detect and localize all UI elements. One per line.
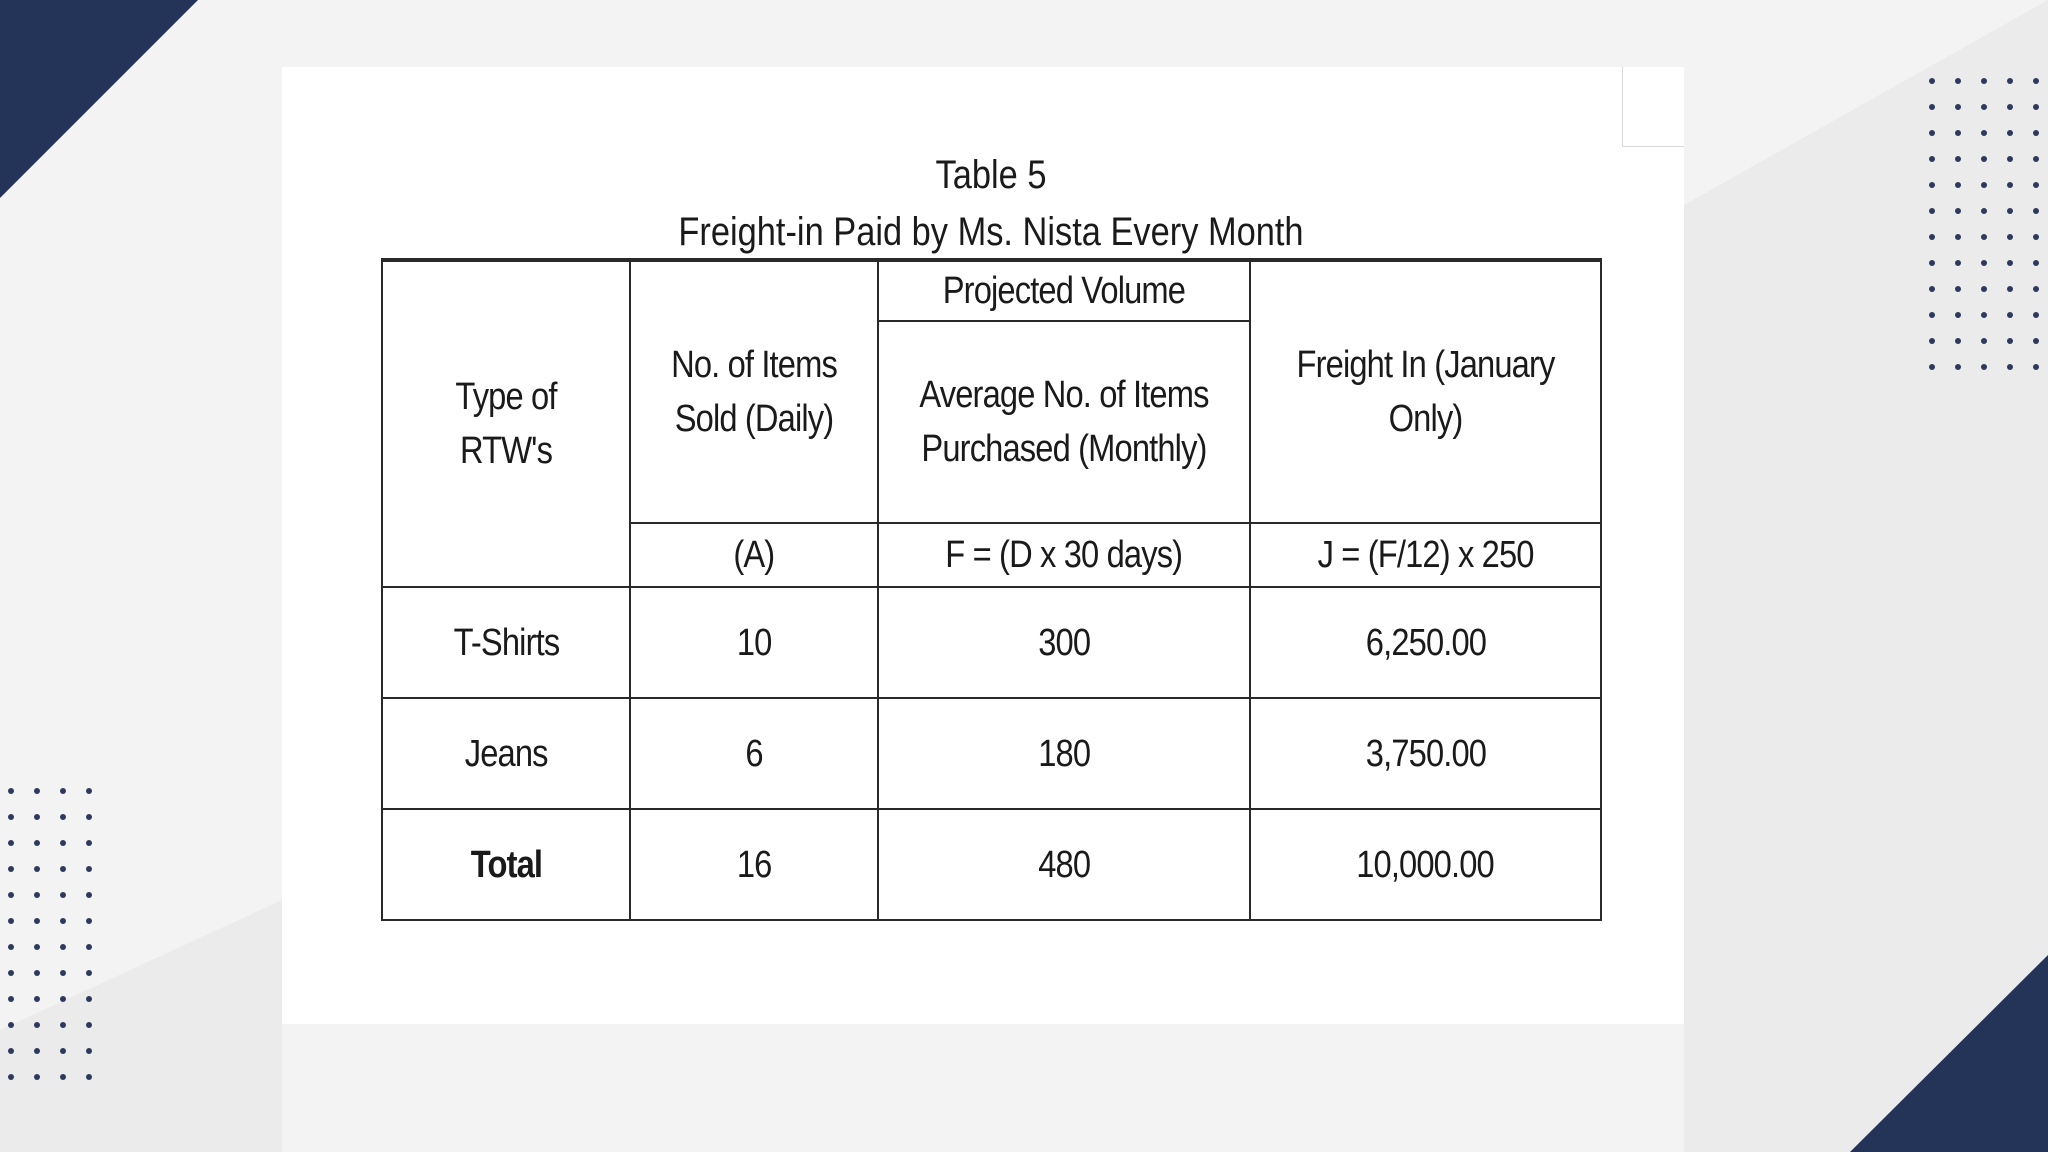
- dot: [34, 892, 40, 898]
- dot: [8, 996, 14, 1002]
- dot: [2033, 182, 2039, 188]
- dot: [2007, 208, 2013, 214]
- dot-pattern-top-right: [1929, 78, 2039, 370]
- dot: [60, 918, 66, 924]
- cell-freight: 6,250.00: [1250, 587, 1601, 698]
- dot: [2033, 130, 2039, 136]
- dot: [1981, 364, 1987, 370]
- header-avg-purchased: Average No. of Items Purchased (Monthly): [878, 321, 1250, 523]
- formula-f: F = (D x 30 days): [878, 523, 1250, 587]
- dot: [34, 814, 40, 820]
- dot: [60, 996, 66, 1002]
- dot: [1929, 260, 1935, 266]
- dot: [2033, 286, 2039, 292]
- dot: [1981, 78, 1987, 84]
- dot: [2033, 234, 2039, 240]
- header-type: Type of RTW's: [382, 260, 630, 587]
- dot: [1955, 78, 1961, 84]
- header-items-sold: No. of Items Sold (Daily): [630, 260, 878, 523]
- dot: [34, 840, 40, 846]
- dot: [1955, 364, 1961, 370]
- dot: [1955, 104, 1961, 110]
- dot: [2033, 208, 2039, 214]
- dot: [1981, 312, 1987, 318]
- dot: [1955, 130, 1961, 136]
- cell-purchased: 180: [878, 698, 1250, 809]
- table-row: [382, 587, 1601, 698]
- cell-freight: 10,000.00: [1250, 809, 1601, 920]
- dot: [8, 788, 14, 794]
- dot: [86, 1022, 92, 1028]
- dot: [1955, 208, 1961, 214]
- dot: [1981, 234, 1987, 240]
- dot: [1929, 156, 1935, 162]
- dot: [34, 1048, 40, 1054]
- dot: [60, 1074, 66, 1080]
- dot: [2007, 364, 2013, 370]
- dot: [2033, 156, 2039, 162]
- dot: [8, 814, 14, 820]
- cell-type: T-Shirts: [382, 587, 630, 698]
- header-row: [382, 260, 1601, 321]
- dot: [1929, 78, 1935, 84]
- dot: [1929, 208, 1935, 214]
- dot-pattern-bottom-left: [8, 788, 92, 1080]
- dot: [86, 944, 92, 950]
- dot: [86, 996, 92, 1002]
- dot: [1955, 234, 1961, 240]
- dot: [1955, 260, 1961, 266]
- cell-purchased: 480: [878, 809, 1250, 920]
- dot: [1929, 338, 1935, 344]
- dot: [86, 1074, 92, 1080]
- dot: [34, 918, 40, 924]
- dot: [1981, 286, 1987, 292]
- dot: [60, 892, 66, 898]
- formula-j: J = (F/12) x 250: [1250, 523, 1601, 587]
- dot: [1955, 312, 1961, 318]
- slide-corner-tab: [1622, 67, 1684, 147]
- dot: [1929, 234, 1935, 240]
- freight-table: [381, 258, 1602, 921]
- dot: [8, 1048, 14, 1054]
- table-row: [382, 698, 1601, 809]
- dot: [8, 944, 14, 950]
- dot: [1955, 286, 1961, 292]
- dot: [1981, 338, 1987, 344]
- dot: [86, 1048, 92, 1054]
- dot: [60, 788, 66, 794]
- dot: [60, 814, 66, 820]
- dot: [60, 944, 66, 950]
- dot: [1981, 156, 1987, 162]
- cell-type: Total: [382, 809, 630, 920]
- cell-freight: 3,750.00: [1250, 698, 1601, 809]
- dot: [1929, 130, 1935, 136]
- dot: [2007, 286, 2013, 292]
- cell-sold: 16: [630, 809, 878, 920]
- dot: [1981, 260, 1987, 266]
- dot: [86, 970, 92, 976]
- dot: [60, 1048, 66, 1054]
- dot: [8, 892, 14, 898]
- header-projected-volume: Projected Volume: [878, 260, 1250, 321]
- dot: [1981, 130, 1987, 136]
- dot: [8, 1022, 14, 1028]
- dot: [2033, 104, 2039, 110]
- dot: [60, 970, 66, 976]
- slide-content: [282, 67, 1684, 1024]
- dot: [1981, 208, 1987, 214]
- dot: [2007, 260, 2013, 266]
- dot: [60, 866, 66, 872]
- dot: [34, 970, 40, 976]
- formula-a: (A): [630, 523, 878, 587]
- dot: [86, 840, 92, 846]
- dot: [2007, 130, 2013, 136]
- dot: [2033, 312, 2039, 318]
- dot: [8, 1074, 14, 1080]
- dot: [1929, 286, 1935, 292]
- dot: [2007, 338, 2013, 344]
- dot: [34, 944, 40, 950]
- dot: [1929, 364, 1935, 370]
- dot: [2007, 312, 2013, 318]
- total-row: [382, 809, 1601, 920]
- dot: [2007, 156, 2013, 162]
- dot: [86, 866, 92, 872]
- dot: [34, 866, 40, 872]
- cell-sold: 10: [630, 587, 878, 698]
- dot: [2007, 234, 2013, 240]
- dot: [60, 840, 66, 846]
- dot: [34, 996, 40, 1002]
- dot: [1929, 312, 1935, 318]
- dot: [8, 840, 14, 846]
- dot: [1981, 182, 1987, 188]
- dot: [2033, 260, 2039, 266]
- cell-purchased: 300: [878, 587, 1250, 698]
- dot: [1981, 104, 1987, 110]
- dot: [2007, 104, 2013, 110]
- dot: [34, 1022, 40, 1028]
- dot: [1955, 338, 1961, 344]
- dot: [2007, 78, 2013, 84]
- dot: [86, 814, 92, 820]
- table-title: Freight-in Paid by Ms. Nista Every Month: [678, 210, 1304, 254]
- dot: [8, 866, 14, 872]
- table-number: Table 5: [935, 153, 1047, 197]
- dot: [1929, 182, 1935, 188]
- dot: [2033, 364, 2039, 370]
- dot: [1929, 104, 1935, 110]
- cell-sold: 6: [630, 698, 878, 809]
- dot: [8, 918, 14, 924]
- dot: [34, 788, 40, 794]
- dot: [1955, 156, 1961, 162]
- dot: [8, 970, 14, 976]
- dot: [86, 788, 92, 794]
- dot: [1955, 182, 1961, 188]
- dot: [86, 892, 92, 898]
- cell-type: Jeans: [382, 698, 630, 809]
- dot: [2007, 182, 2013, 188]
- dot: [86, 918, 92, 924]
- dot: [60, 1022, 66, 1028]
- dot: [2033, 78, 2039, 84]
- header-freight-in: Freight In (January Only): [1250, 260, 1601, 523]
- dot: [34, 1074, 40, 1080]
- dot: [2033, 338, 2039, 344]
